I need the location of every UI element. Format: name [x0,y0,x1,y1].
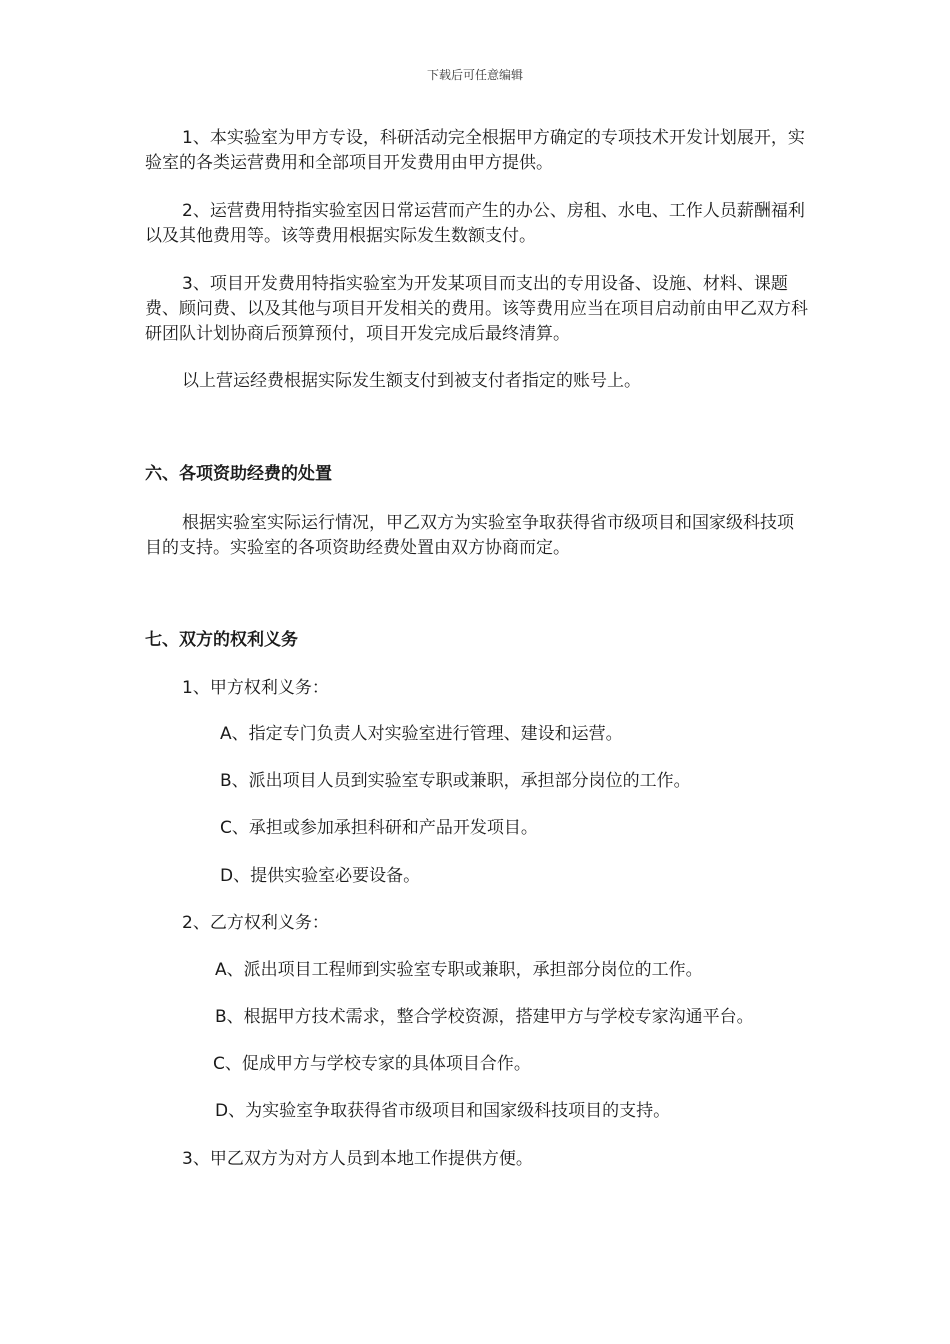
party-b-label: 2、乙方权利义务： [182,913,329,933]
party-a-item-c: C、承担或参加承担科研和产品开发项目。 [220,818,538,838]
section-6-body: 根据实验室实际运行情况，甲乙双方为实验室争取获得省市级项目和国家级科技项目的支持。实验室的各项资助经费处置由双方协商而定。 [145,513,794,558]
party-a-item-d: D、提供实验室必要设备。 [220,866,421,886]
paragraph-2: 2、运营费用特指实验室因日常运营而产生的办公、房租、水电、工作人员薪酬福利以及其他费用等。该等费用根据实际发生数额支付。 [145,201,805,246]
mutual-obligation: 3、甲乙双方为对方人员到本地工作提供方便。 [182,1149,533,1169]
party-b-item-a: A、派出项目工程师到实验室专职或兼职，承担部分岗位的工作。 [215,960,703,980]
party-b-item-c: C、促成甲方与学校专家的具体项目合作。 [213,1054,531,1074]
party-b-item-b: B、根据甲方技术需求，整合学校资源，搭建甲方与学校专家沟通平台。 [215,1007,754,1027]
party-a-item-a: A、指定专门负责人对实验室进行管理、建设和运营。 [220,724,623,744]
paragraph-1: 1、本实验室为甲方专设，科研活动完全根据甲方确定的专项技术开发计划展开，实验室的各类运营费用和全部项目开发费用由甲方提供。 [145,128,805,173]
paragraph-3: 3、项目开发费用特指实验室为开发某项目而支出的专用设备、设施、材料、课题费、顾问费、以及其他与项目开发相关的费用。该等费用应当在项目启动前由甲乙双方科研团队计划协商后预算预付，项目开发完成后最终清算。 [145,274,808,344]
party-b-item-d: D、为实验室争取获得省市级项目和国家级科技项目的支持。 [215,1101,671,1121]
party-a-label: 1、甲方权利义务： [182,678,329,698]
paragraph-4: 以上营运经费根据实际发生额支付到被支付者指定的账号上。 [182,371,641,391]
section-7-title: 七、双方的权利义务 [145,630,298,650]
party-a-item-b: B、派出项目人员到实验室专职或兼职，承担部分岗位的工作。 [220,771,691,791]
section-6-title: 六、各项资助经费的处置 [145,464,332,484]
page-header: 下载后可任意编辑 [426,68,523,82]
